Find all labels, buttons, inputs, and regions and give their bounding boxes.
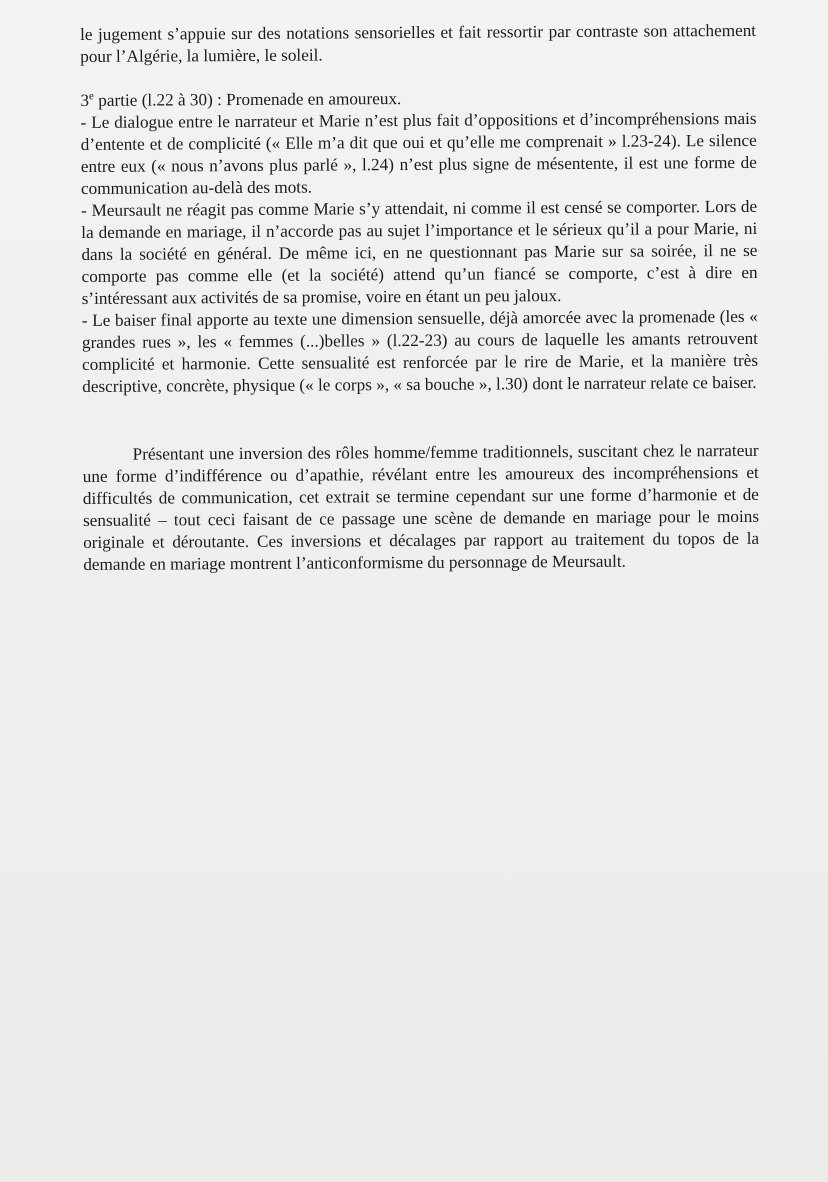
- paragraph-gap: [82, 394, 758, 444]
- section3-bullet-1: - Le dialogue entre le narrateur et Marie n’est plus fait d’oppositions et d’incompréhensions mais d’entente et de complicité (« Elle m’a dit que oui et qu’elle me comprenait » l.23-24). Le silence entre eux (« nous n’avons plus parlé », l.24) n’est plus signe de mésentente, il est une forme de communication au-delà des mots.: [80, 108, 757, 198]
- section3-bullet-3: - Le baiser final apporte au texte une dimension sensuelle, déjà amorcée avec la promenade (les « grandes rues », les « femmes (...)belles » (l.22-23) au cours de laquelle les amants retrouvent complicité et harmonie. Cette sensualité est renforcée par le rire de Marie, et la manière très descriptive, concrète, physique (« le corps », « sa bouche », l.30) dont le narrateur relate ce baiser.: [81, 306, 759, 396]
- section3-bullet-2: - Meursault ne réagit pas comme Marie s’y attendait, ni comme il est censé se comporter. Lors de la demande en mariage, il n’accorde pas au sujet l’importance et le sérieux qu’il a pour Marie, ni dans la société en général. De même ici, en ne questionnant pas Marie sur sa soirée, il ne se comporte pas comme elle (et la société) attend qu’un fiancé se comporte, c’est à dire en s’intéressant aux activités de sa promise, voire en étant un peu jaloux.: [81, 196, 758, 308]
- intro-continuation: le jugement s’appuie sur des notations sensorielles et fait ressortir par contraste son attachement pour l’Algérie, la lumière, le soleil.: [80, 20, 757, 66]
- document-text: [80, 20, 759, 576]
- conclusion-paragraph: Présentant une inversion des rôles homme/femme traditionnels, suscitant chez le narrateur une forme d’indifférence ou d’apathie, révélant entre les amoureux des incompréhensions et difficultés de communication, cet extrait se termine cependant sur une forme d’harmonie et de sensualité – tout ceci faisant de ce passage une scène de demande en mariage pour le moins originale et déroutante. Ces inversions et décalages par rapport au traitement du topos de la demande en mariage montrent l’anticonformisme du personnage de Meursault.: [82, 440, 760, 574]
- section3-heading-text: partie (l.22 à 30) : Promenade en amoureux.: [93, 89, 402, 110]
- section3-number: 3: [80, 90, 90, 110]
- section3-ordinal: e: [88, 90, 94, 103]
